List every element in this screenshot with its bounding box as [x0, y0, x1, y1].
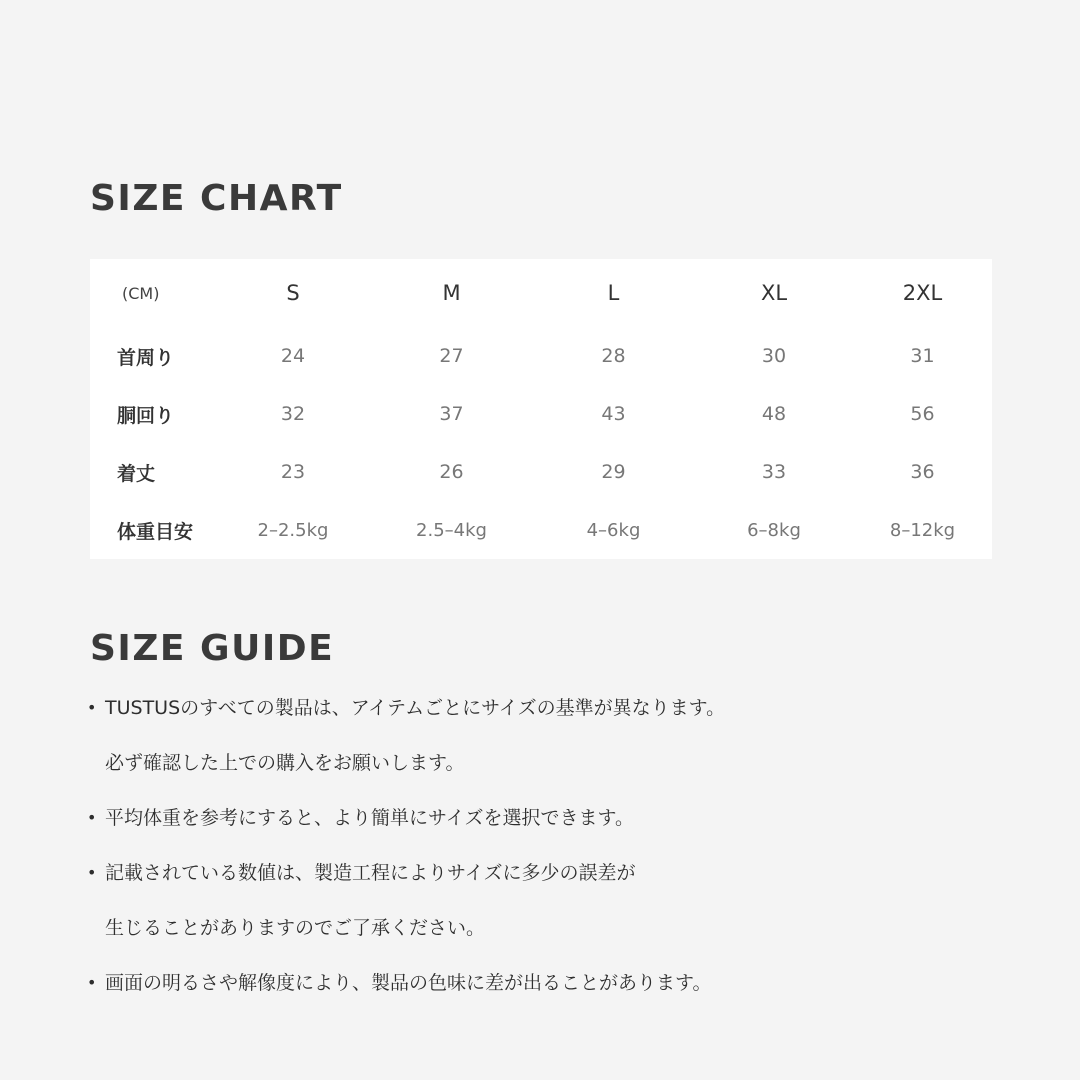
table-cell: 30 [761, 345, 787, 367]
size-header-2xl: 2XL [902, 281, 943, 305]
size-header-xl: XL [760, 281, 788, 305]
unit-label: (CM) [122, 283, 160, 303]
bullet-icon: • [87, 808, 97, 827]
table-cell: 8–12kg [889, 519, 956, 541]
size-guide-list [85, 688, 725, 1018]
table-cell: 43 [601, 403, 626, 425]
guide-text-line: 生じることがありますのでご了承ください。 [105, 917, 486, 939]
table-cell: 4–6kg [586, 519, 641, 541]
table-cell: 31 [910, 345, 935, 367]
size-chart-title: SIZE CHART [90, 178, 343, 219]
table-cell: 56 [910, 403, 935, 425]
guide-item [85, 688, 725, 798]
table-cell: 29 [601, 461, 626, 483]
table-row-weight [90, 501, 992, 559]
row-label-chest: 胴回り [117, 404, 175, 427]
bullet-icon: • [87, 698, 97, 717]
guide-item [85, 853, 725, 963]
size-chart-table-panel [90, 259, 992, 559]
size-header-s: S [286, 281, 300, 305]
guide-text-line: 平均体重を参考にすると、より簡単にサイズを選択できます。 [105, 807, 634, 829]
table-cell: 23 [280, 461, 306, 483]
table-cell: 24 [280, 345, 306, 367]
size-guide-title: SIZE GUIDE [90, 628, 335, 669]
table-cell: 28 [601, 345, 626, 367]
guide-item [85, 963, 725, 1018]
table-cell: 2.5–4kg [416, 519, 487, 541]
guide-text-line: 記載されている数値は、製造工程によりサイズに多少の誤差が [105, 862, 636, 884]
table-cell: 32 [280, 403, 306, 425]
guide-text-line: 画面の明るさや解像度により、製品の色味に差が出ることがあります。 [105, 972, 712, 994]
table-row-neck [90, 327, 992, 385]
table-header-row [90, 259, 992, 327]
table-cell: 2–2.5kg [257, 519, 329, 541]
table-cell: 33 [761, 461, 787, 483]
table-cell: 27 [439, 345, 464, 367]
table-cell: 6–8kg [747, 519, 801, 541]
table-row-length [90, 443, 992, 501]
guide-text-line: 必ず確認した上での購入をお願いします。 [105, 752, 465, 774]
row-label-length: 着丈 [117, 462, 156, 485]
guide-item [85, 798, 725, 853]
size-header-m: M [442, 281, 461, 305]
table-cell: 48 [761, 403, 787, 425]
row-label-neck: 首周り [117, 346, 175, 369]
row-label-weight: 体重目安 [117, 520, 194, 543]
size-chart-table [90, 259, 992, 559]
guide-text-line: TUSTUSのすべての製品は、アイテムごとにサイズの基準が異なります。 [105, 697, 726, 719]
table-row-chest [90, 385, 992, 443]
bullet-icon: • [87, 973, 97, 992]
table-cell: 26 [439, 461, 464, 483]
bullet-icon: • [87, 863, 97, 882]
table-cell: 37 [439, 403, 464, 425]
size-header-l: L [607, 281, 620, 305]
table-cell: 36 [910, 461, 935, 483]
